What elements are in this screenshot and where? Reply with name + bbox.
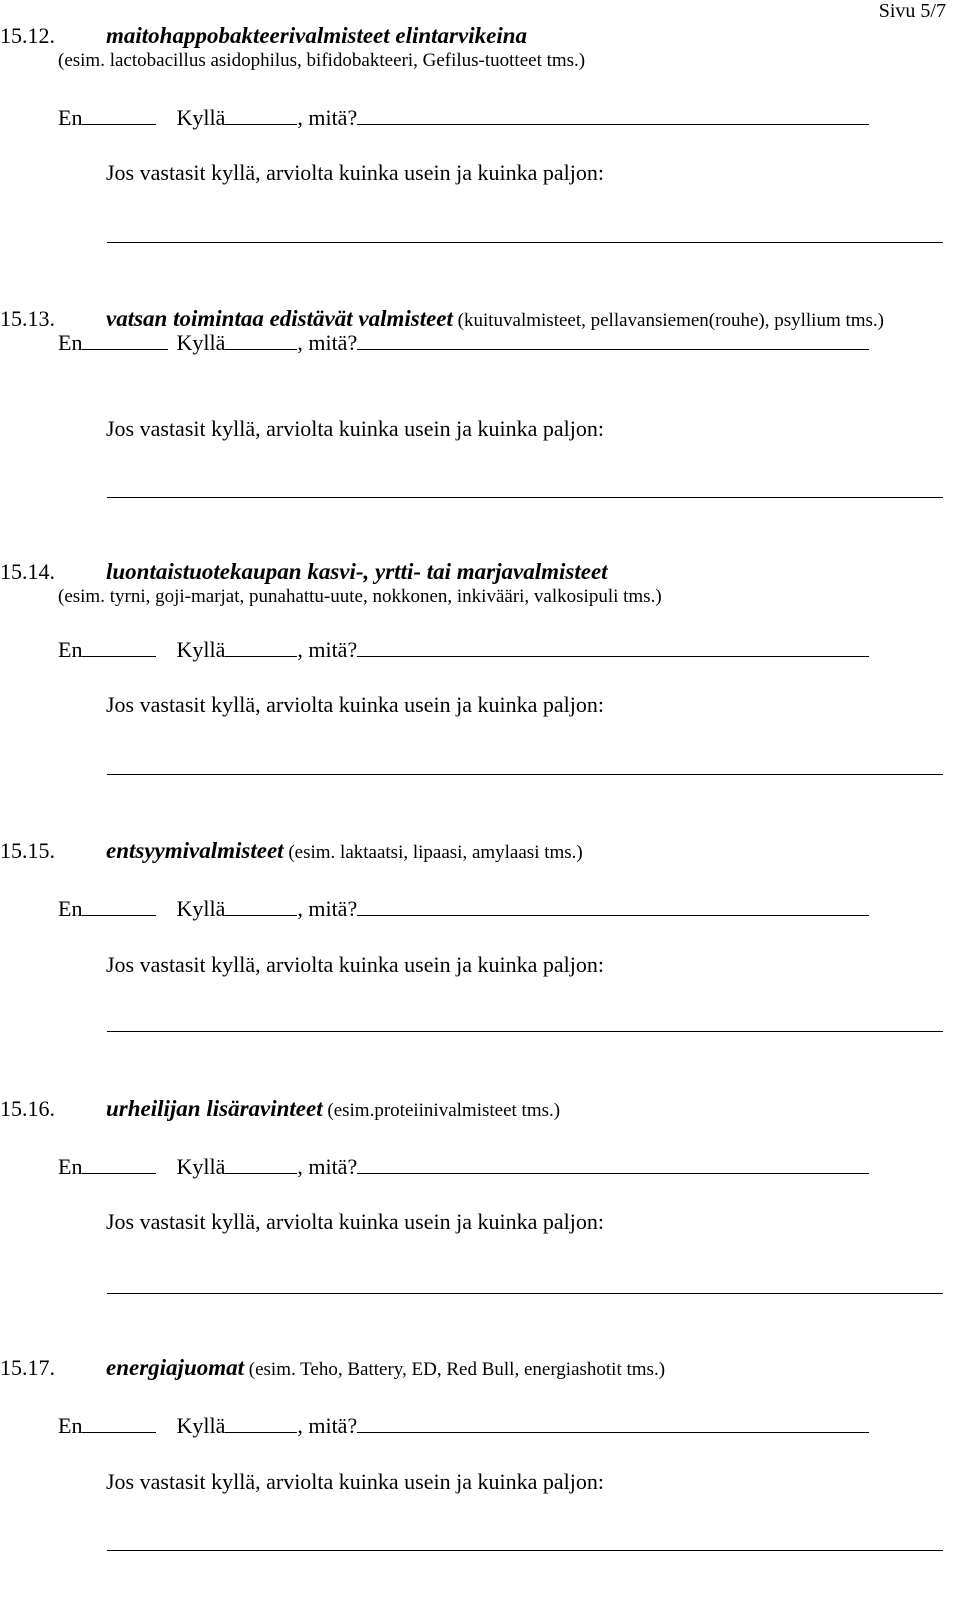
- answer-yes-blank[interactable]: [225, 1151, 297, 1174]
- question-title: maitohappobakteerivalmisteet elintarvikeina: [106, 23, 527, 48]
- answer-yes-blank[interactable]: [225, 102, 297, 125]
- answer-no-blank[interactable]: [82, 634, 156, 657]
- answer-what-label: , mitä?: [297, 1154, 358, 1179]
- question-subnote: (esim. tyrni, goji-marjat, punahattu-uute, nokkonen, inkivääri, valkosipuli tms.): [58, 586, 662, 607]
- answer-yes-blank[interactable]: [225, 327, 297, 350]
- frequency-prompt: Jos vastasit kyllä, arviolta kuinka usein ja kuinka paljon:: [106, 416, 604, 441]
- answer-what-blank[interactable]: [357, 327, 869, 350]
- frequency-answer-line[interactable]: [107, 774, 943, 775]
- question-title-block: [106, 837, 583, 867]
- answer-row: [58, 1410, 869, 1440]
- question-note: (kuituvalmisteet, pellavansiemen(rouhe), psyllium tms.): [452, 310, 885, 331]
- frequency-answer-line[interactable]: [107, 497, 943, 498]
- answer-yes-blank[interactable]: [225, 893, 297, 916]
- answer-row: [58, 893, 869, 923]
- answer-what-label: , mitä?: [297, 637, 358, 662]
- frequency-answer-line[interactable]: [107, 1031, 943, 1032]
- frequency-answer-line[interactable]: [107, 242, 943, 243]
- frequency-prompt: Jos vastasit kyllä, arviolta kuinka usein ja kuinka paljon:: [106, 692, 604, 717]
- question-number: 15.13.: [0, 306, 55, 331]
- frequency-prompt: Jos vastasit kyllä, arviolta kuinka usein ja kuinka paljon:: [106, 160, 604, 185]
- question-15-15: [0, 837, 960, 1097]
- question-title-block: [106, 1354, 665, 1384]
- question-title-block: [106, 1095, 560, 1125]
- question-15-14: [0, 558, 960, 818]
- question-number: 15.17.: [0, 1355, 55, 1380]
- answer-yes-label: Kyllä: [176, 330, 226, 355]
- question-title: energiajuomat: [106, 1355, 245, 1380]
- question-15-13: [0, 305, 960, 565]
- frequency-answer-line[interactable]: [107, 1293, 943, 1294]
- page-number: Sivu 5/7: [878, 0, 946, 22]
- question-note: (esim. laktaatsi, lipaasi, amylaasi tms.): [283, 842, 583, 863]
- question-number: 15.14.: [0, 559, 55, 584]
- answer-yes-label: Kyllä: [176, 896, 226, 921]
- answer-no-label: En: [58, 1154, 83, 1179]
- answer-what-label: , mitä?: [297, 330, 358, 355]
- answer-no-blank[interactable]: [82, 893, 156, 916]
- frequency-prompt: Jos vastasit kyllä, arviolta kuinka usein ja kuinka paljon:: [106, 952, 604, 977]
- answer-row: [58, 102, 869, 132]
- question-number: 15.12.: [0, 23, 55, 48]
- question-number: 15.15.: [0, 838, 55, 863]
- question-note: (esim. Teho, Battery, ED, Red Bull, energiashotit tms.): [244, 1359, 666, 1380]
- frequency-prompt: Jos vastasit kyllä, arviolta kuinka usein ja kuinka paljon:: [106, 1209, 604, 1234]
- question-15-17: [0, 1354, 960, 1614]
- answer-no-label: En: [58, 330, 83, 355]
- answer-what-blank[interactable]: [357, 1410, 869, 1433]
- answer-yes-label: Kyllä: [176, 105, 226, 130]
- answer-yes-label: Kyllä: [176, 637, 226, 662]
- question-title: luontaistuotekaupan kasvi-, yrtti- tai marjavalmisteet: [106, 559, 608, 584]
- answer-what-blank[interactable]: [357, 102, 869, 125]
- answer-row: [58, 634, 869, 664]
- answer-yes-label: Kyllä: [176, 1154, 226, 1179]
- answer-no-blank[interactable]: [82, 102, 156, 125]
- answer-no-label: En: [58, 105, 83, 130]
- answer-row: [58, 327, 869, 357]
- frequency-prompt: Jos vastasit kyllä, arviolta kuinka usein ja kuinka paljon:: [106, 1469, 604, 1494]
- answer-what-blank[interactable]: [357, 634, 869, 657]
- question-15-12: [0, 22, 960, 282]
- answer-what-blank[interactable]: [357, 893, 869, 916]
- answer-yes-blank[interactable]: [225, 634, 297, 657]
- frequency-answer-line[interactable]: [107, 1550, 943, 1551]
- answer-row: [58, 1151, 869, 1181]
- answer-yes-blank[interactable]: [225, 1410, 297, 1433]
- answer-what-blank[interactable]: [357, 1151, 869, 1174]
- question-note: (esim.proteiinivalmisteet tms.): [322, 1100, 561, 1121]
- question-subnote: (esim. lactobacillus asidophilus, bifidobakteeri, Gefilus-tuotteet tms.): [58, 50, 586, 71]
- question-number: 15.16.: [0, 1096, 55, 1121]
- answer-no-label: En: [58, 896, 83, 921]
- answer-what-label: , mitä?: [297, 896, 358, 921]
- answer-no-blank[interactable]: [82, 327, 168, 350]
- question-title: vatsan toimintaa edistävät valmisteet: [106, 306, 453, 331]
- question-title: urheilijan lisäravinteet: [106, 1096, 323, 1121]
- question-15-16: [0, 1095, 960, 1355]
- answer-no-blank[interactable]: [82, 1410, 156, 1433]
- answer-no-blank[interactable]: [82, 1151, 156, 1174]
- question-title: entsyymivalmisteet: [106, 838, 284, 863]
- answer-no-label: En: [58, 1413, 83, 1438]
- answer-what-label: , mitä?: [297, 1413, 358, 1438]
- answer-yes-label: Kyllä: [176, 1413, 226, 1438]
- answer-no-label: En: [58, 637, 83, 662]
- answer-what-label: , mitä?: [297, 105, 358, 130]
